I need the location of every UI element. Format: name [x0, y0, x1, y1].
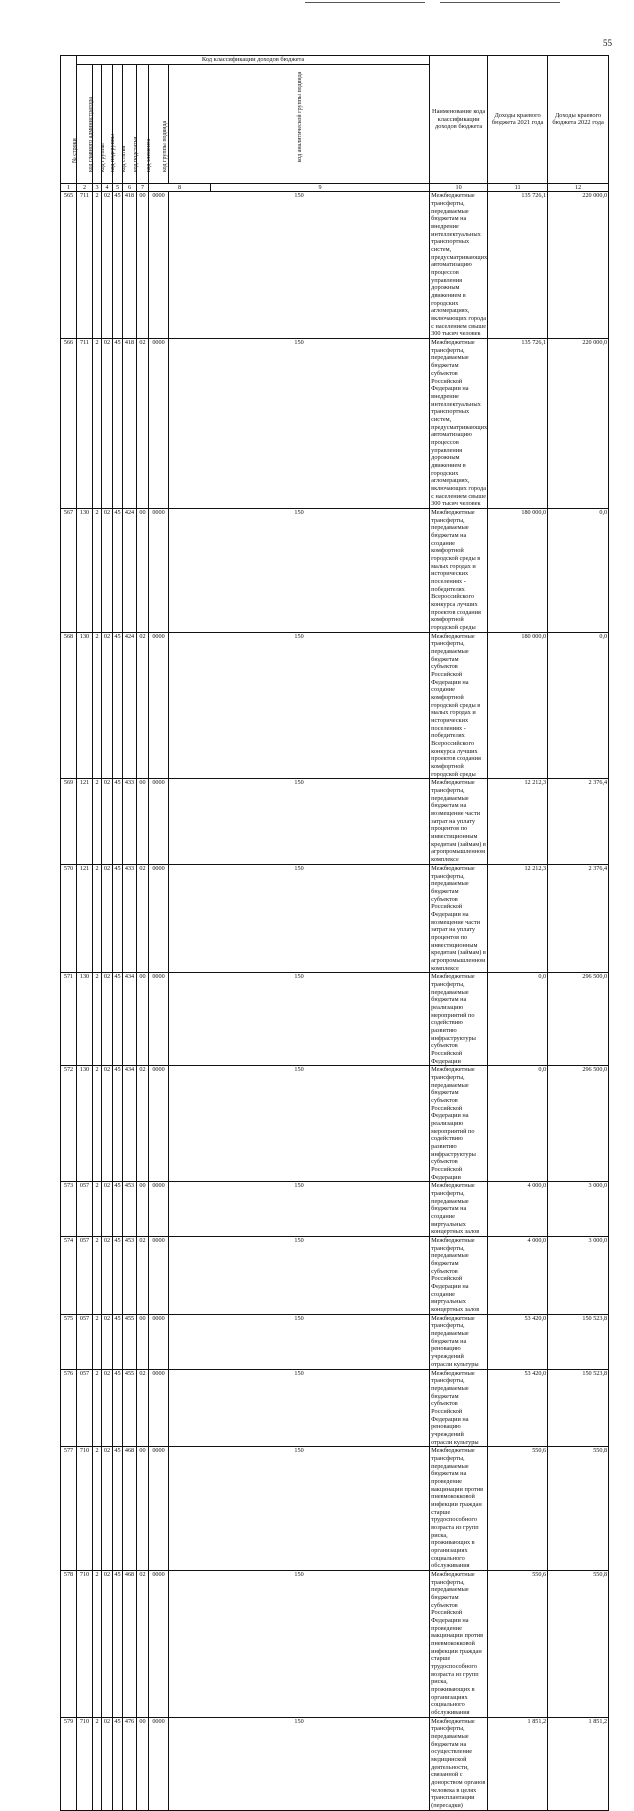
subtype-group-code-cell: 0000 — [149, 339, 169, 509]
admin-code-cell: 057 — [77, 1314, 93, 1369]
subgroup-code-cell: 02 — [102, 192, 113, 339]
group-code-cell: 2 — [93, 1447, 102, 1571]
revenue-name-cell: Межбюджетные трансферты, передаваемые бюджетам на возмещение части затрат на уплату процентов по инвестиционным кредитам (займам) в агропромышленном комплексе — [431, 779, 486, 864]
subarticle-code-cell: 476 — [123, 1717, 137, 1810]
group-code-cell: 2 — [93, 339, 102, 509]
subarticle-code-cell: 434 — [123, 1066, 137, 1182]
analytic-group-code-cell: 150 — [169, 1447, 430, 1571]
group-code-cell: 2 — [93, 779, 102, 864]
amount-2021-cell: 4 000,0 — [488, 1182, 548, 1237]
table-row — [61, 973, 609, 1066]
article-code-cell: 45 — [113, 1447, 123, 1571]
table-row — [61, 779, 609, 864]
column-number: 7 — [137, 183, 149, 192]
group-code-cell: 2 — [93, 1717, 102, 1810]
subgroup-code-cell: 02 — [102, 339, 113, 509]
row-number-cell: 573 — [61, 1182, 77, 1237]
row-number-cell: 569 — [61, 779, 77, 864]
revenue-name-cell: Межбюджетные трансферты, передаваемые бюджетам субъектов Российской Федерации на проведение вакцинации против пневмококковой инфекции граждан старше трудоспособного возраста из групп риска, проживающих в организациях социального обслуживания — [430, 1570, 488, 1717]
analytic-group-code-cell: 150 — [169, 632, 430, 779]
column-number: 11 — [488, 183, 548, 192]
amount-2021-cell: 550,6 — [488, 1570, 548, 1717]
subarticle-code-cell: 433 — [123, 864, 137, 972]
amount-2022-cell: 550,8 — [548, 1570, 609, 1717]
analytic-group-code-cell: 150 — [169, 864, 430, 972]
column-number: 12 — [548, 183, 609, 192]
revenue-name-cell: Межбюджетные трансферты, передаваемые бюджетам на создание комфортной городской среды в малых городах и исторических поселениях - победителях Всероссийского конкурса лучших проектов создания комфортной городской среды — [430, 508, 488, 632]
amount-2021-cell: 180 000,0 — [488, 632, 548, 779]
subarticle-code-cell: 453 — [123, 1182, 137, 1237]
admin-code-cell: 130 — [77, 632, 93, 779]
subtype-group-code-cell: 0000 — [149, 1717, 169, 1810]
table-row — [61, 1717, 609, 1810]
element-code-cell: 02 — [137, 632, 149, 779]
row-number-cell: 565 — [61, 192, 77, 339]
table-row — [61, 339, 609, 509]
element-code-cell: 00 — [137, 1182, 149, 1237]
column-number: 6 — [123, 183, 137, 192]
element-code-cell: 02 — [137, 864, 149, 972]
article-code-cell: 45 — [113, 632, 123, 779]
subgroup-code-cell: 02 — [102, 1447, 113, 1571]
amount-2022-cell: 0,0 — [548, 632, 609, 779]
row-number-cell: 575 — [61, 1314, 77, 1369]
amount-2022-cell: 1 851,2 — [548, 1717, 609, 1810]
element-code-cell: 00 — [137, 508, 149, 632]
analytic-group-code-cell: 150 — [169, 1717, 430, 1810]
revenue-name-cell: Межбюджетные трансферты, передаваемые бюджетам на реновацию учреждений отрасли культуры — [430, 1314, 488, 1369]
column-number: 4 — [102, 183, 113, 192]
analytic-group-code-cell: 150 — [169, 1237, 430, 1315]
table-row — [61, 1570, 609, 1717]
article-code-cell: 45 — [113, 1314, 123, 1369]
admin-code-cell: 130 — [77, 508, 93, 632]
revenue-name-cell: Межбюджетные трансферты, передаваемые бюджетам на реализацию мероприятий по содействию развитию инфраструктуры субъектов Российской Федерации — [430, 973, 488, 1066]
element-code-cell: 02 — [137, 339, 149, 509]
subgroup-code-cell: 02 — [102, 508, 113, 632]
table-row — [61, 864, 609, 972]
article-code-cell: 45 — [113, 973, 123, 1066]
amount-2022-cell: 3 000,0 — [548, 1182, 609, 1237]
top-rule-right — [440, 2, 560, 3]
subtype-group-code-cell: 0000 — [149, 864, 169, 972]
group-code-cell: 2 — [93, 1237, 102, 1315]
subgroup-code-cell: 02 — [102, 632, 113, 779]
table-row — [61, 1447, 609, 1571]
subgroup-code-cell: 02 — [102, 1369, 113, 1447]
row-number-cell: 579 — [61, 1717, 77, 1810]
admin-code-cell: 130 — [77, 973, 93, 1066]
amount-2022-cell: 296 500,0 — [548, 1066, 609, 1182]
revenue-name-cell: Межбюджетные трансферты, передаваемые бюджетам субъектов Российской Федерации на реновацию учреждений отрасли культуры — [430, 1369, 488, 1447]
subarticle-code-cell: 424 — [123, 632, 137, 779]
row-number-cell: 577 — [61, 1447, 77, 1571]
admin-code-cell: 121 — [77, 779, 93, 864]
header-code-group-col: код группы — [93, 64, 102, 183]
revenue-name-cell: Межбюджетные трансферты, передаваемые бюджетам на создание виртуальных концертных залов — [430, 1182, 488, 1237]
element-code-cell: 00 — [137, 973, 149, 1066]
amount-2022-cell: 550,8 — [548, 1447, 609, 1571]
row-number-cell: 568 — [61, 632, 77, 779]
table-row — [61, 1237, 609, 1315]
subtype-group-code-cell: 0000 — [149, 1182, 169, 1237]
article-code-cell: 45 — [113, 508, 123, 632]
header-code-subgroup: код подгруппы — [102, 64, 113, 183]
analytic-group-code-cell: 150 — [169, 1369, 430, 1447]
header-2022: Доходы краевого бюджета 2022 года — [548, 56, 609, 184]
subgroup-code-cell: 02 — [102, 973, 113, 1066]
group-code-cell: 2 — [93, 1182, 102, 1237]
group-code-cell: 2 — [93, 508, 102, 632]
header-name: Наименование кода классификации доходов бюджета — [430, 56, 488, 184]
group-code-cell: 2 — [93, 864, 102, 972]
element-code-cell: 02 — [137, 1237, 149, 1315]
revenue-name-cell: Межбюджетные трансферты, передаваемые бюджетам субъектов Российской Федерации на создание виртуальных концертных залов — [430, 1237, 488, 1315]
column-number-row — [61, 183, 609, 192]
table-body — [61, 192, 609, 1810]
article-code-cell: 45 — [113, 779, 123, 864]
analytic-group-code-cell: 150 — [169, 508, 430, 632]
revenue-name-cell: Межбюджетные трансферты, передаваемые бюджетам субъектов Российской Федерации на создание комфортной городской среды в малых городах и исторических поселениях - победителях Всероссийского конкурса лучших проектов создания комфортной городской среды — [430, 632, 488, 779]
revenue-name-cell: Межбюджетные трансферты, передаваемые бюджетам субъектов Российской Федерации на реализацию мероприятий по содействию развитию инфраструктуры субъектов Российской Федерации — [430, 1066, 488, 1182]
row-number-cell: 570 — [61, 864, 77, 972]
amount-2022-cell: 150 523,8 — [548, 1314, 609, 1369]
subtype-group-code-cell: 0000 — [149, 1314, 169, 1369]
element-code-cell: 00 — [137, 1447, 149, 1571]
subtype-group-code-cell: 0000 — [149, 192, 169, 339]
column-number: 5 — [113, 183, 123, 192]
subarticle-code-cell: 455 — [123, 1369, 137, 1447]
subgroup-code-cell: 02 — [102, 779, 113, 864]
admin-code-cell: 057 — [77, 1237, 93, 1315]
row-number-cell: 574 — [61, 1237, 77, 1315]
group-code-cell: 2 — [93, 192, 102, 339]
header-code-article: код статьи — [113, 64, 123, 183]
group-code-cell: 2 — [93, 1369, 102, 1447]
subtype-group-code-cell: 0000 — [149, 508, 169, 632]
subgroup-code-cell: 02 — [102, 1717, 113, 1810]
subgroup-code-cell: 02 — [102, 1570, 113, 1717]
table-row — [61, 632, 609, 779]
table-row — [61, 1066, 609, 1182]
row-number-cell: 572 — [61, 1066, 77, 1182]
amount-2021-cell: 135 726,1 — [488, 339, 548, 509]
subarticle-code-cell: 453 — [123, 1237, 137, 1315]
subarticle-code-cell: 424 — [123, 508, 137, 632]
article-code-cell: 45 — [113, 1182, 123, 1237]
article-code-cell: 45 — [113, 1066, 123, 1182]
revenue-name-cell: Межбюджетные трансферты, передаваемые бюджетам на проведение вакцинации против пневмококковой инфекции граждан старше трудоспособного возраста из групп риска, проживающих в организациях социального обслуживания — [430, 1447, 488, 1571]
analytic-group-code-cell: 150 — [169, 1570, 430, 1717]
column-number: 1 — [61, 183, 77, 192]
admin-code-cell: 130 — [77, 1066, 93, 1182]
amount-2021-cell: 0,0 — [488, 973, 548, 1066]
subgroup-code-cell: 02 — [102, 1314, 113, 1369]
group-code-cell: 2 — [93, 1314, 102, 1369]
row-number-cell: 576 — [61, 1369, 77, 1447]
group-code-cell: 2 — [93, 1570, 102, 1717]
column-number: 9 — [211, 183, 430, 192]
amount-2022-cell: 220 000,0 — [548, 192, 609, 339]
header-code-group: Код классификации доходов бюджета — [77, 56, 430, 65]
group-code-cell: 2 — [93, 632, 102, 779]
amount-2021-cell: 1 851,2 — [488, 1717, 548, 1810]
subgroup-code-cell: 02 — [102, 1237, 113, 1315]
subarticle-code-cell: 455 — [123, 1314, 137, 1369]
group-code-cell: 2 — [93, 973, 102, 1066]
subgroup-code-cell: 02 — [102, 864, 113, 972]
column-number: 10 — [430, 183, 488, 192]
subgroup-code-cell: 02 — [102, 1066, 113, 1182]
amount-2022-cell: 296 500,0 — [548, 973, 609, 1066]
column-number: 3 — [93, 183, 102, 192]
amount-2021-cell: 180 000,0 — [488, 508, 548, 632]
revenue-table — [60, 55, 609, 1811]
subarticle-code-cell: 418 — [123, 192, 137, 339]
subarticle-code-cell: 468 — [123, 1570, 137, 1717]
subarticle-code-cell: 433 — [123, 779, 137, 864]
column-number: 8 — [149, 183, 211, 192]
article-code-cell: 45 — [113, 1369, 123, 1447]
header-code-subarticle: код подстатьи — [123, 64, 137, 183]
amount-2021-cell: 53 420,0 — [488, 1369, 548, 1447]
revenue-name-cell: Межбюджетные трансферты, передаваемые бюджетам на осуществление медицинской деятельности, связанной с донорством органов человека в целях трансплантации (пересадки) — [430, 1717, 488, 1810]
article-code-cell: 45 — [113, 339, 123, 509]
analytic-group-code-cell: 150 — [169, 339, 430, 509]
revenue-name-cell: Межбюджетные трансферты, передаваемые бюджетам субъектов Российской Федерации на возмещение части затрат на уплату процентов по инвестиционным кредитам (займам) в агропромышленном комплексе — [431, 864, 486, 972]
subtype-group-code-cell: 0000 — [149, 779, 169, 864]
element-code-cell: 00 — [137, 192, 149, 339]
header-row-number: № строки — [61, 56, 77, 184]
admin-code-cell: 121 — [77, 864, 93, 972]
amount-2022-cell: 0,0 — [548, 508, 609, 632]
subarticle-code-cell: 468 — [123, 1447, 137, 1571]
table-row — [61, 1369, 609, 1447]
analytic-group-code-cell: 150 — [169, 1066, 430, 1182]
revenue-name-cell: Межбюджетные трансферты, передаваемые бюджетам на внедрение интеллектуальных транспортных систем, предусматривающих автоматизацию процессов управления дорожным движением в городских агломерациях, включающих города с населением свыше 300 тысяч человек — [431, 192, 488, 338]
header-code-admin: код главного администратора — [77, 64, 93, 183]
article-code-cell: 45 — [113, 864, 123, 972]
amount-2022-cell: 2 376,4 — [548, 779, 609, 864]
subtype-group-code-cell: 0000 — [149, 1237, 169, 1315]
article-code-cell: 45 — [113, 1570, 123, 1717]
amount-2021-cell: 135 726,1 — [488, 192, 548, 339]
subtype-group-code-cell: 0000 — [149, 973, 169, 1066]
amount-2021-cell: 4 000,0 — [488, 1237, 548, 1315]
amount-2021-cell: 12 212,3 — [488, 779, 548, 864]
analytic-group-code-cell: 150 — [169, 1182, 430, 1237]
analytic-group-code-cell: 150 — [169, 779, 430, 864]
top-rule-left — [305, 2, 425, 3]
row-number-cell: 567 — [61, 508, 77, 632]
amount-2021-cell: 0,0 — [488, 1066, 548, 1182]
header-2021: Доходы краевого бюджета 2021 года — [488, 56, 548, 184]
element-code-cell: 00 — [137, 1717, 149, 1810]
article-code-cell: 45 — [113, 1717, 123, 1810]
element-code-cell: 02 — [137, 1570, 149, 1717]
amount-2022-cell: 220 000,0 — [548, 339, 609, 509]
admin-code-cell: 710 — [77, 1570, 93, 1717]
admin-code-cell: 710 — [77, 1447, 93, 1571]
article-code-cell: 45 — [113, 1237, 123, 1315]
header-code-subtype-group: код группы подвида — [149, 64, 169, 183]
admin-code-cell: 711 — [77, 339, 93, 509]
subtype-group-code-cell: 0000 — [149, 632, 169, 779]
header-code-analytic-group: код аналитической группы подвида — [169, 64, 430, 183]
admin-code-cell: 710 — [77, 1717, 93, 1810]
subtype-group-code-cell: 0000 — [149, 1369, 169, 1447]
analytic-group-code-cell: 150 — [169, 973, 430, 1066]
amount-2021-cell: 53 420,0 — [488, 1314, 548, 1369]
row-number-cell: 566 — [61, 339, 77, 509]
amount-2021-cell: 12 212,3 — [488, 864, 548, 972]
admin-code-cell: 711 — [77, 192, 93, 339]
table-row — [61, 1182, 609, 1237]
analytic-group-code-cell: 150 — [169, 1314, 430, 1369]
revenue-name-cell: Межбюджетные трансферты, передаваемые бюджетам субъектов Российской Федерации на внедрение интеллектуальных транспортных систем, предусматривающих автоматизацию процессов управления дорожным движением в городских агломерациях, включающих города с населением свыше 300 тысяч человек — [431, 339, 488, 508]
header-code-element: код элемента — [137, 64, 149, 183]
table-row — [61, 508, 609, 632]
admin-code-cell: 057 — [77, 1369, 93, 1447]
row-number-cell: 578 — [61, 1570, 77, 1717]
subtype-group-code-cell: 0000 — [149, 1570, 169, 1717]
element-code-cell: 00 — [137, 1314, 149, 1369]
element-code-cell: 02 — [137, 1369, 149, 1447]
amount-2022-cell: 3 000,0 — [548, 1237, 609, 1315]
subarticle-code-cell: 418 — [123, 339, 137, 509]
article-code-cell: 45 — [113, 192, 123, 339]
table-row — [61, 1314, 609, 1369]
subgroup-code-cell: 02 — [102, 1182, 113, 1237]
element-code-cell: 02 — [137, 1066, 149, 1182]
element-code-cell: 00 — [137, 779, 149, 864]
analytic-group-code-cell: 150 — [169, 192, 430, 339]
subtype-group-code-cell: 0000 — [149, 1066, 169, 1182]
subtype-group-code-cell: 0000 — [149, 1447, 169, 1571]
table-row — [61, 192, 609, 339]
row-number-cell: 571 — [61, 973, 77, 1066]
page-number: 55 — [603, 38, 612, 48]
amount-2022-cell: 150 523,8 — [548, 1369, 609, 1447]
group-code-cell: 2 — [93, 1066, 102, 1182]
subarticle-code-cell: 434 — [123, 973, 137, 1066]
admin-code-cell: 057 — [77, 1182, 93, 1237]
amount-2021-cell: 550,6 — [488, 1447, 548, 1571]
amount-2022-cell: 2 376,4 — [548, 864, 609, 972]
column-number: 2 — [77, 183, 93, 192]
